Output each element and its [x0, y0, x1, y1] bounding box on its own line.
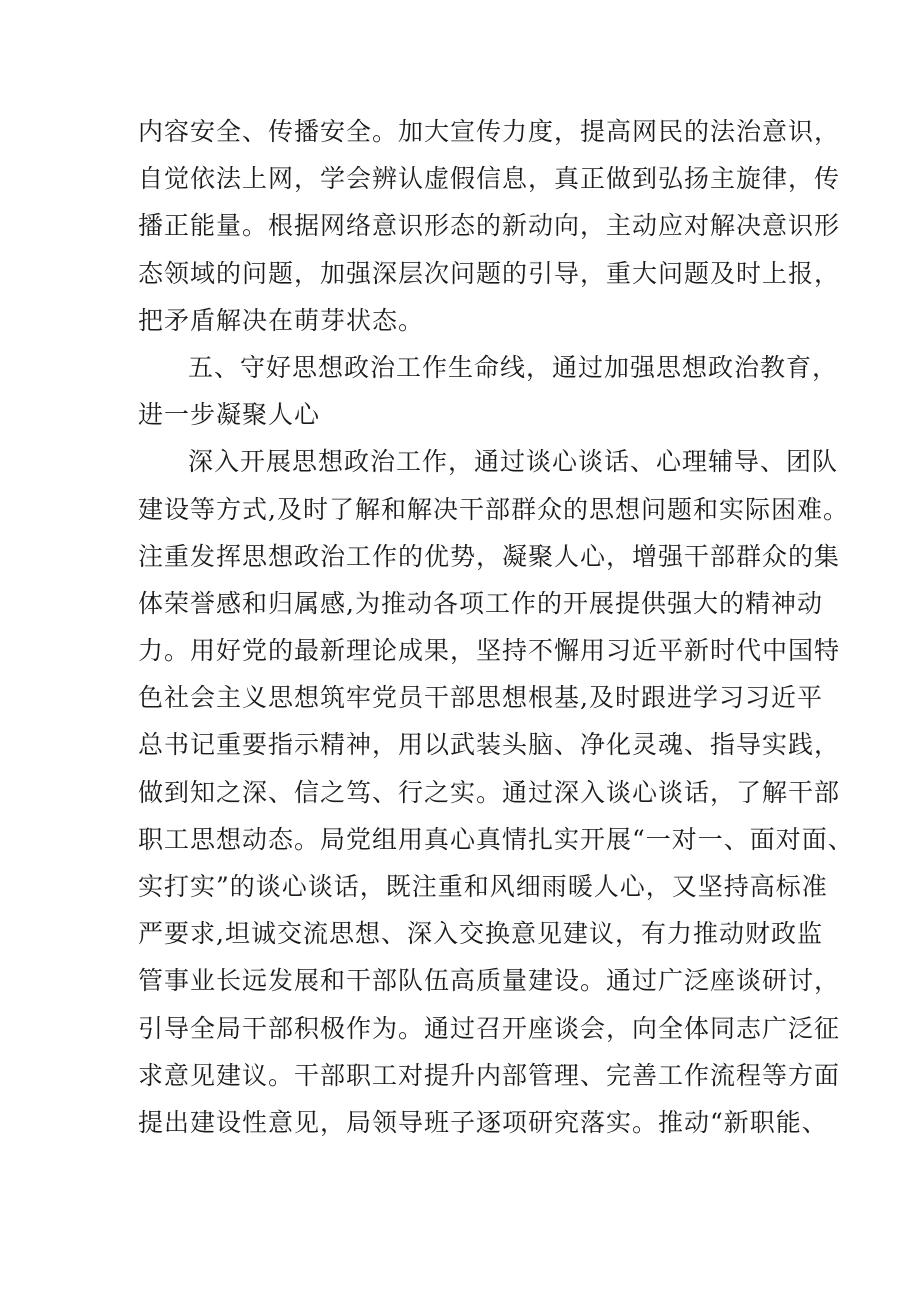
- text-line: 做到知之深、信之笃、行之实。通过深入谈心谈话，了解干部: [138, 777, 841, 807]
- text-line: 深入开展思想政治工作，通过谈心谈话、心理辅导、团队: [188, 447, 839, 477]
- text-line: 自觉依法上网，学会辨认虚假信息，真正做到弘扬主旋律，传: [138, 164, 841, 194]
- text-line: 职工思想动态。局党组用真心真情扎实开展“一对一、面对面、: [138, 824, 854, 854]
- text-line: 总书记重要指示精神，用以武装头脑、净化灵魂、指导实践，: [138, 730, 841, 760]
- paragraph-network-security: [138, 108, 841, 344]
- text-line: 实打实”的谈心谈话，既注重和风细雨暖人心，又坚持高标准: [138, 872, 828, 901]
- text-line: 体荣誉感和归属感,为推动各项工作的开展提供强大的精神动: [138, 588, 823, 618]
- text-line: 求意见建议。干部职工对提升内部管理、完善工作流程等方面: [138, 1060, 841, 1090]
- text-line: 注重发挥思想政治工作的优势，凝聚人心，增强干部群众的集: [138, 541, 841, 571]
- section-heading-five: [138, 344, 839, 438]
- text-line: 色社会主义思想筑牢党员干部思想根基,及时跟进学习习近平: [138, 683, 823, 713]
- text-line: 内容安全、传播安全。加大宣传力度，提高网民的法治意识，: [138, 117, 841, 146]
- text-line: 态领域的问题，加强深层次问题的引导，重大问题及时上报，: [138, 258, 841, 288]
- text-line: 严要求,坦诚交流思想、深入交换意见建议，有力推动财政监: [138, 919, 823, 949]
- text-line: 管事业长远发展和干部队伍高质量建设。通过广泛座谈研讨，: [138, 966, 841, 996]
- document-body: [138, 108, 854, 1146]
- paragraph-ideological-work: [138, 438, 854, 1146]
- heading-line: 五、守好思想政治工作生命线，通过加强思想政治教育，: [188, 352, 839, 382]
- text-line: 提出建设性意见，局领导班子逐项研究落实。推动“新职能、: [138, 1107, 828, 1137]
- heading-line: 进一步凝聚人心: [138, 400, 321, 430]
- text-line: 建设等方式,及时了解和解决干部群众的思想问题和实际困难。: [138, 494, 849, 524]
- text-line: 播正能量。根据网络意识形态的新动向，主动应对解决意识形: [138, 211, 841, 241]
- text-line: 引导全局干部积极作为。通过召开座谈会，向全体同志广泛征: [138, 1013, 841, 1043]
- text-line: 把矛盾解决在萌芽状态。: [138, 305, 425, 335]
- text-line: 力。用好党的最新理论成果，坚持不懈用习近平新时代中国特: [138, 636, 841, 666]
